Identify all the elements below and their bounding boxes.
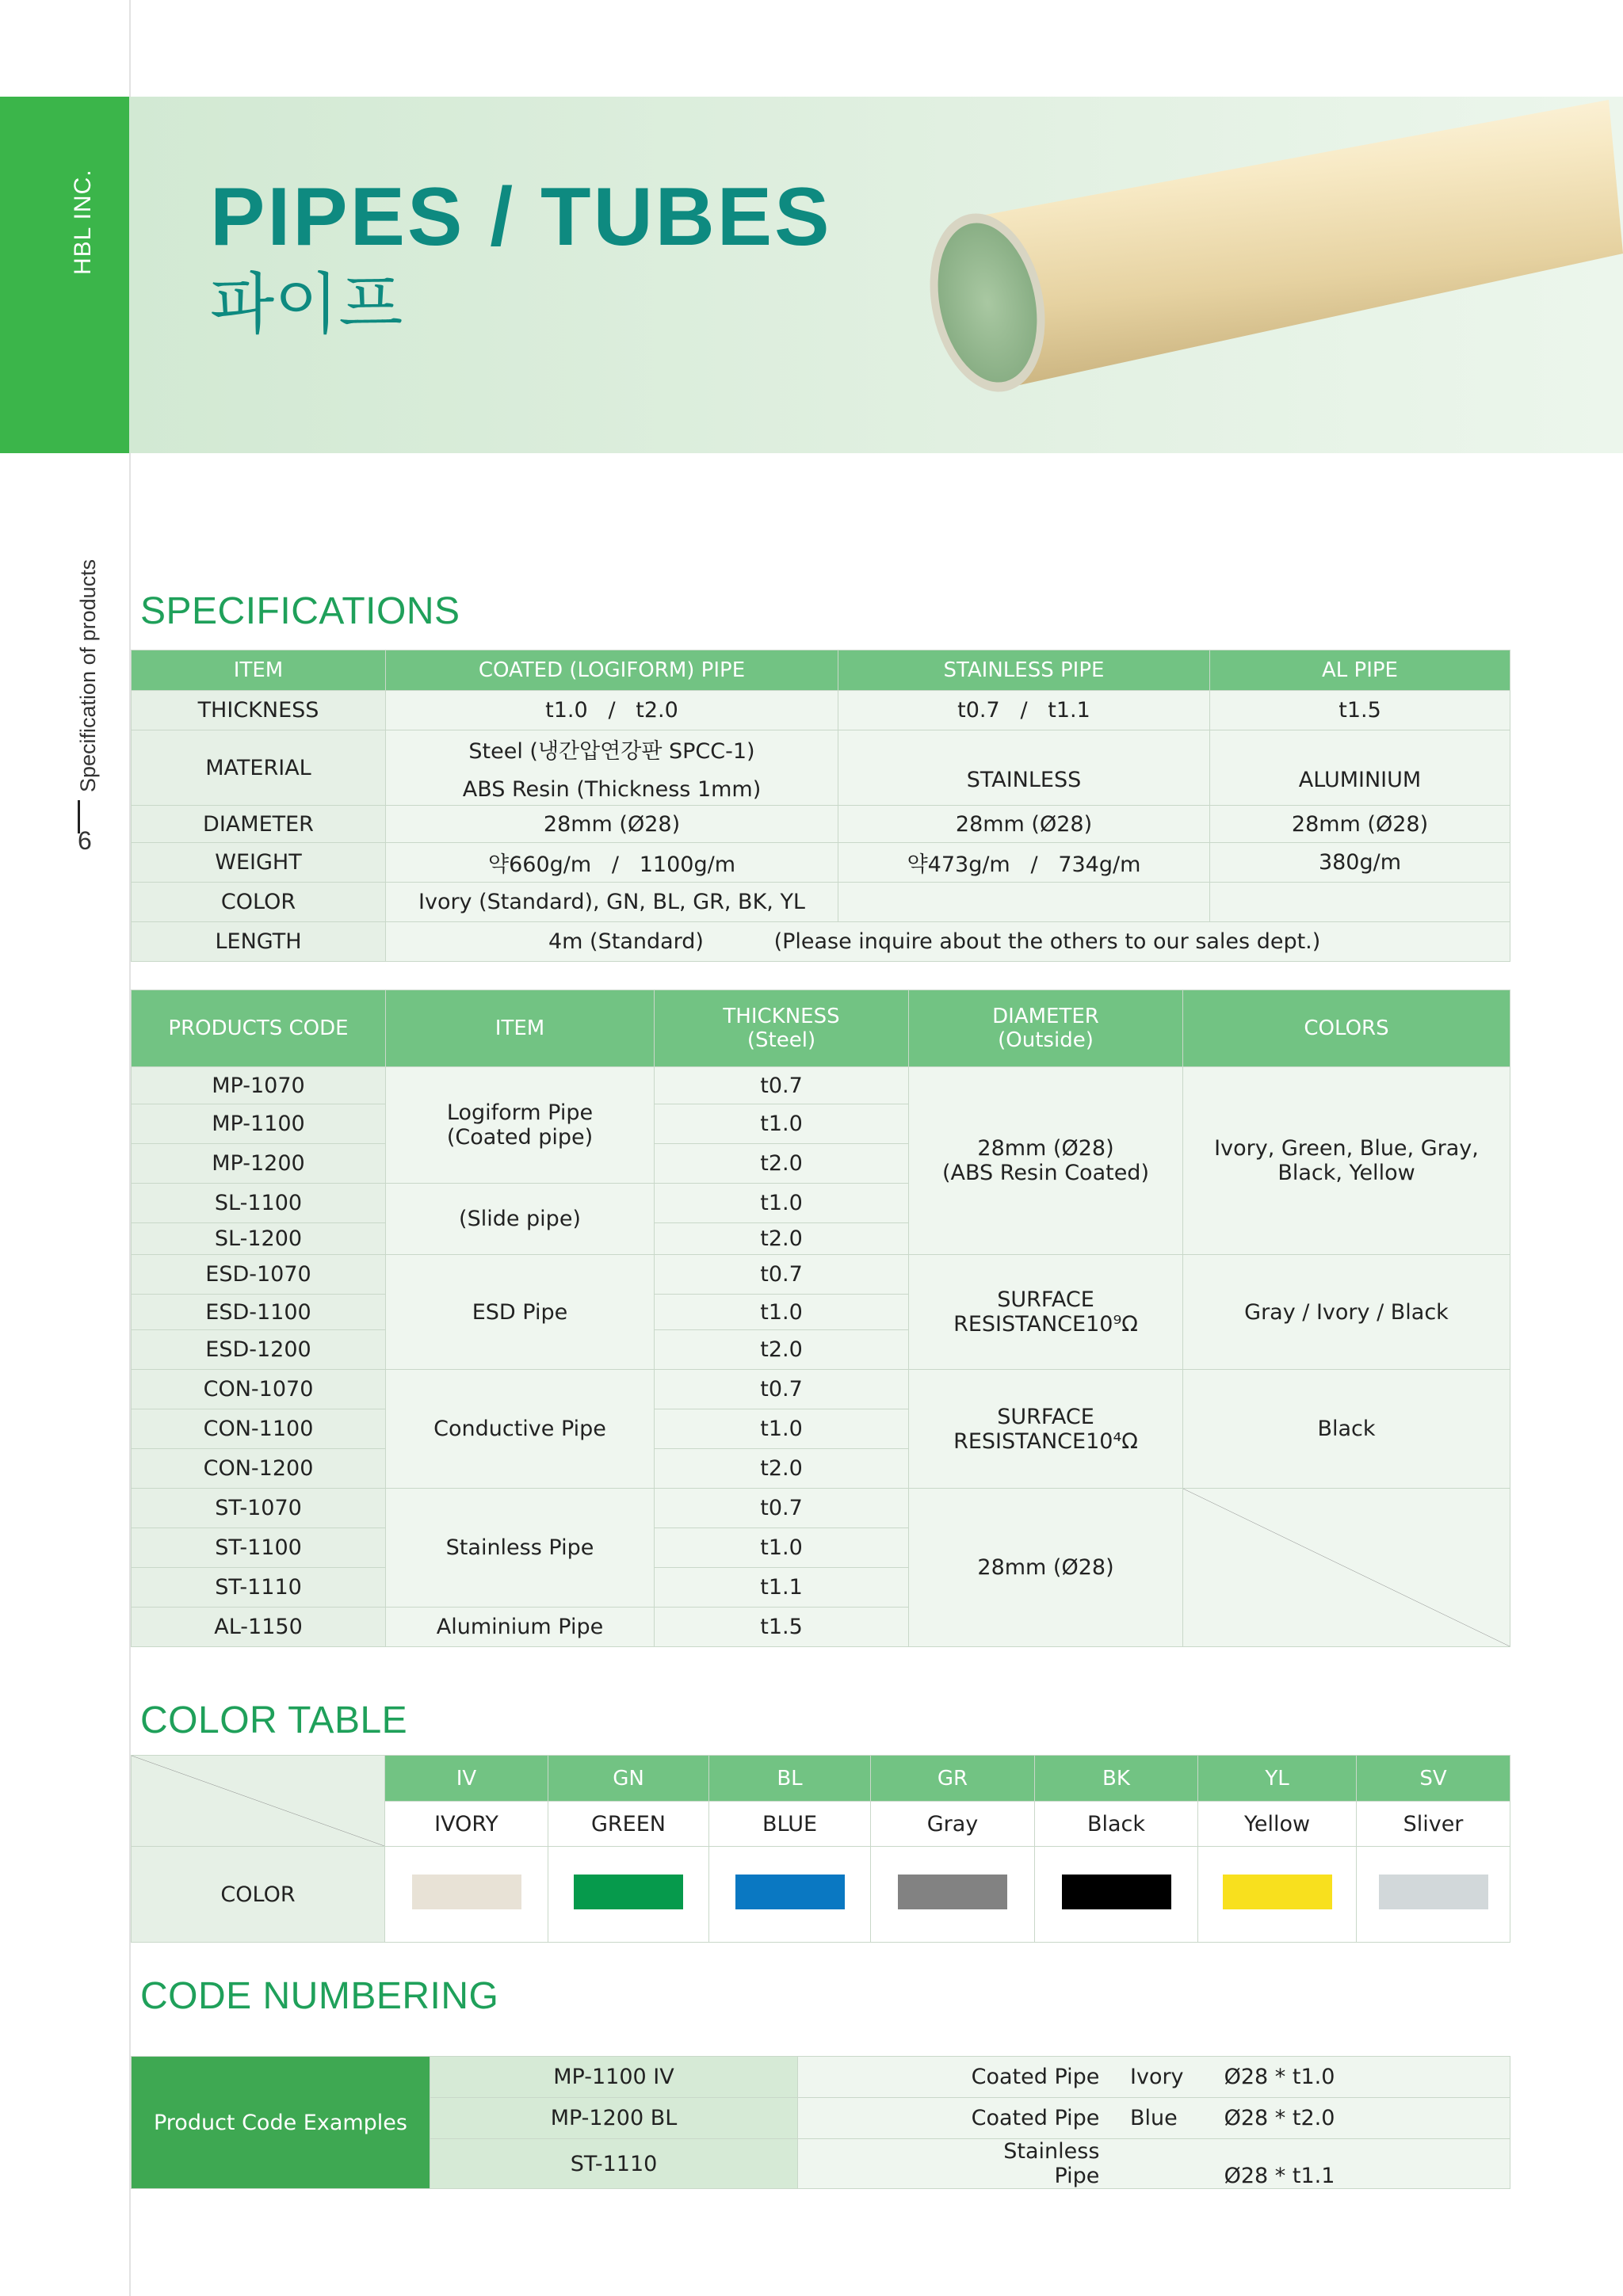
prod-item-logiform (386, 1067, 655, 1184)
product-code: AL-1150 (132, 1608, 386, 1647)
specifications-title: SPECIFICATIONS (140, 590, 460, 632)
spec-header-item: ITEM (132, 650, 386, 691)
pipe-image (911, 87, 1623, 436)
color-name: Gray (871, 1802, 1035, 1847)
products-table (131, 990, 1510, 1647)
spec-label-diameter: DIAMETER (132, 806, 386, 843)
spec-weight-al: 380g/m (1210, 843, 1510, 883)
example-spec: Ø28 * t2.0 (1224, 2106, 1335, 2130)
prod-colors-coated-l2: Black, Yellow (1277, 1161, 1415, 1185)
example-desc (798, 2057, 1510, 2098)
product-thickness: t1.0 (655, 1184, 909, 1223)
product-thickness: t2.0 (655, 1330, 909, 1370)
product-code: ST-1070 (132, 1489, 386, 1528)
product-thickness: t0.7 (655, 1255, 909, 1295)
product-thickness: t2.0 (655, 1144, 909, 1184)
prod-header-thickness-l1: THICKNESS (723, 1005, 840, 1028)
prod-item-slide: (Slide pipe) (386, 1184, 655, 1255)
prod-item-esd: ESD Pipe (386, 1255, 655, 1370)
product-thickness: t1.1 (655, 1568, 909, 1608)
color-name: IVORY (385, 1802, 548, 1847)
product-thickness: t1.0 (655, 1104, 909, 1144)
color-code: GN (548, 1756, 709, 1802)
spec-weight-coated: 약660g/m / 1100g/m (386, 843, 838, 883)
spec-label-thickness: THICKNESS (132, 691, 386, 730)
prod-colors-esd: Gray / Ivory / Black (1183, 1255, 1510, 1370)
prod-diameter-stainless: 28mm (Ø28) (909, 1489, 1183, 1647)
example-type: Coated Pipe (971, 2106, 1100, 2130)
prod-header-diameter (909, 990, 1183, 1067)
color-swatch-green (574, 1875, 683, 1909)
example-code: ST-1110 (430, 2139, 798, 2189)
color-table-title: COLOR TABLE (140, 1699, 408, 1741)
code-numbering-title: CODE NUMBERING (140, 1975, 499, 2017)
spec-color-coated: Ivory (Standard), GN, BL, GR, BK, YL (386, 883, 838, 922)
swatch-cell (548, 1847, 709, 1943)
prod-diameter-coated-l1: 28mm (Ø28) (977, 1136, 1114, 1161)
color-code: SV (1357, 1756, 1510, 1802)
prod-diameter-coated (909, 1067, 1183, 1255)
prod-header-colors: COLORS (1183, 990, 1510, 1067)
spec-label-length: LENGTH (132, 922, 386, 962)
product-code: CON-1070 (132, 1370, 386, 1409)
prod-item-conductive: Conductive Pipe (386, 1370, 655, 1489)
section-label: Specification of products (76, 559, 100, 792)
swatch-cell (709, 1847, 871, 1943)
brand-strip (0, 97, 129, 453)
prod-colors-coated (1183, 1067, 1510, 1255)
color-swatch-black (1062, 1875, 1171, 1909)
prod-header-item: ITEM (386, 990, 655, 1067)
prod-header-diameter-l2: (Outside) (998, 1028, 1094, 1052)
spec-thickness-coated: t1.0 / t2.0 (386, 691, 838, 730)
example-code: MP-1200 BL (430, 2098, 798, 2139)
product-thickness: t1.0 (655, 1528, 909, 1568)
example-desc (798, 2139, 1510, 2189)
swatch-cell (1357, 1847, 1510, 1943)
swatch-cell (871, 1847, 1035, 1943)
product-code: ST-1110 (132, 1568, 386, 1608)
prod-diameter-coated-l2: (ABS Resin Coated) (942, 1161, 1149, 1185)
spec-material-coated-line2: ABS Resin (Thickness 1mm) (462, 777, 762, 802)
product-code: SL-1200 (132, 1223, 386, 1255)
color-name: BLUE (709, 1802, 871, 1847)
prod-diameter-conductive: SURFACE RESISTANCE10⁴Ω (909, 1370, 1183, 1489)
prod-item-logiform-l2: (Coated pipe) (446, 1125, 594, 1150)
prod-diameter-esd: SURFACE RESISTANCE10⁹Ω (909, 1255, 1183, 1370)
spec-weight-stainless: 약473g/m / 734g/m (838, 843, 1210, 883)
spec-label-color: COLOR (132, 883, 386, 922)
prod-item-stainless: Stainless Pipe (386, 1489, 655, 1608)
spec-label-material: MATERIAL (132, 730, 386, 806)
page-title-korean: 파이프 (210, 265, 403, 343)
color-swatch-ivory (412, 1875, 521, 1909)
color-swatch-silver (1379, 1875, 1488, 1909)
product-thickness: t0.7 (655, 1370, 909, 1409)
spec-label-weight: WEIGHT (132, 843, 386, 883)
example-spec: Ø28 * t1.0 (1224, 2065, 1335, 2089)
spec-length-value (386, 922, 1510, 962)
color-row-label: COLOR (132, 1847, 385, 1943)
example-color: Ivory (1130, 2065, 1184, 2089)
product-code: SL-1100 (132, 1184, 386, 1223)
example-type: Stainless Pipe (1003, 2139, 1100, 2188)
spec-color-stainless (838, 883, 1210, 922)
product-code: MP-1070 (132, 1067, 386, 1104)
diagonal-line (1183, 1489, 1510, 1646)
example-code: MP-1100 IV (430, 2057, 798, 2098)
product-code: CON-1200 (132, 1449, 386, 1489)
prod-header-thickness (655, 990, 909, 1067)
page-title: PIPES / TUBES (210, 171, 832, 263)
color-code: GR (871, 1756, 1035, 1802)
product-code: ST-1100 (132, 1528, 386, 1568)
prod-colors-empty (1183, 1489, 1510, 1647)
color-swatch-blue (735, 1875, 845, 1909)
spec-thickness-al: t1.5 (1210, 691, 1510, 730)
product-code: MP-1100 (132, 1104, 386, 1144)
product-thickness: t0.7 (655, 1067, 909, 1104)
product-code: CON-1100 (132, 1409, 386, 1449)
company-name: HBL INC. (70, 169, 96, 275)
color-table (131, 1755, 1510, 1943)
example-type: Coated Pipe (971, 2065, 1100, 2089)
spec-header-coated: COATED (LOGIFORM) PIPE (386, 650, 838, 691)
example-spec: Ø28 * t1.1 (1224, 2164, 1335, 2188)
code-numbering-table (131, 2056, 1510, 2189)
prod-header-diameter-l1: DIAMETER (992, 1005, 1099, 1028)
code-example-label: Product Code Examples (132, 2057, 430, 2189)
spec-header-al: AL PIPE (1210, 650, 1510, 691)
prod-item-logiform-l1: Logiform Pipe (446, 1100, 594, 1125)
product-thickness: t1.0 (655, 1295, 909, 1330)
product-code: MP-1200 (132, 1144, 386, 1184)
color-code: YL (1198, 1756, 1357, 1802)
color-code: BL (709, 1756, 871, 1802)
color-name: Yellow (1198, 1802, 1357, 1847)
swatch-cell (385, 1847, 548, 1943)
color-table-corner (132, 1756, 385, 1847)
color-code: IV (385, 1756, 548, 1802)
spec-thickness-stainless: t0.7 / t1.1 (838, 691, 1210, 730)
page-number: 6 (78, 826, 92, 855)
product-code: ESD-1200 (132, 1330, 386, 1370)
spec-material-coated-line1: Steel (냉간압연강판 SPCC-1) (468, 739, 755, 764)
spec-material-stainless: STAINLESS (838, 730, 1210, 806)
prod-colors-coated-l1: Ivory, Green, Blue, Gray, (1214, 1136, 1479, 1161)
spec-length-note: (Please inquire about the others to our sales dept.) (773, 929, 1321, 954)
spec-header-stainless: STAINLESS PIPE (838, 650, 1210, 691)
prod-header-thickness-l2: (Steel) (747, 1028, 816, 1052)
swatch-cell (1035, 1847, 1198, 1943)
product-code: ESD-1100 (132, 1295, 386, 1330)
color-name: Sliver (1357, 1802, 1510, 1847)
color-name: GREEN (548, 1802, 709, 1847)
spec-diameter-stainless: 28mm (Ø28) (838, 806, 1210, 843)
product-thickness: t2.0 (655, 1223, 909, 1255)
product-thickness: t1.5 (655, 1608, 909, 1647)
spec-material-al: ALUMINIUM (1210, 730, 1510, 806)
example-color: Blue (1130, 2106, 1178, 2130)
product-thickness: t0.7 (655, 1489, 909, 1528)
specifications-table (131, 650, 1510, 962)
product-code: ESD-1070 (132, 1255, 386, 1295)
prod-header-code: PRODUCTS CODE (132, 990, 386, 1067)
color-code: BK (1035, 1756, 1198, 1802)
diagonal-line (132, 1756, 384, 1846)
color-swatch-gray (898, 1875, 1007, 1909)
color-swatch-yellow (1223, 1875, 1332, 1909)
prod-item-aluminium: Aluminium Pipe (386, 1608, 655, 1647)
color-name: Black (1035, 1802, 1198, 1847)
prod-colors-conductive: Black (1183, 1370, 1510, 1489)
swatch-cell (1198, 1847, 1357, 1943)
spec-length-standard: 4m (Standard) (548, 929, 704, 954)
product-thickness: t1.0 (655, 1409, 909, 1449)
example-desc (798, 2098, 1510, 2139)
spec-color-al (1210, 883, 1510, 922)
spec-material-coated (386, 730, 838, 806)
spec-diameter-coated: 28mm (Ø28) (386, 806, 838, 843)
spec-diameter-al: 28mm (Ø28) (1210, 806, 1510, 843)
product-thickness: t2.0 (655, 1449, 909, 1489)
